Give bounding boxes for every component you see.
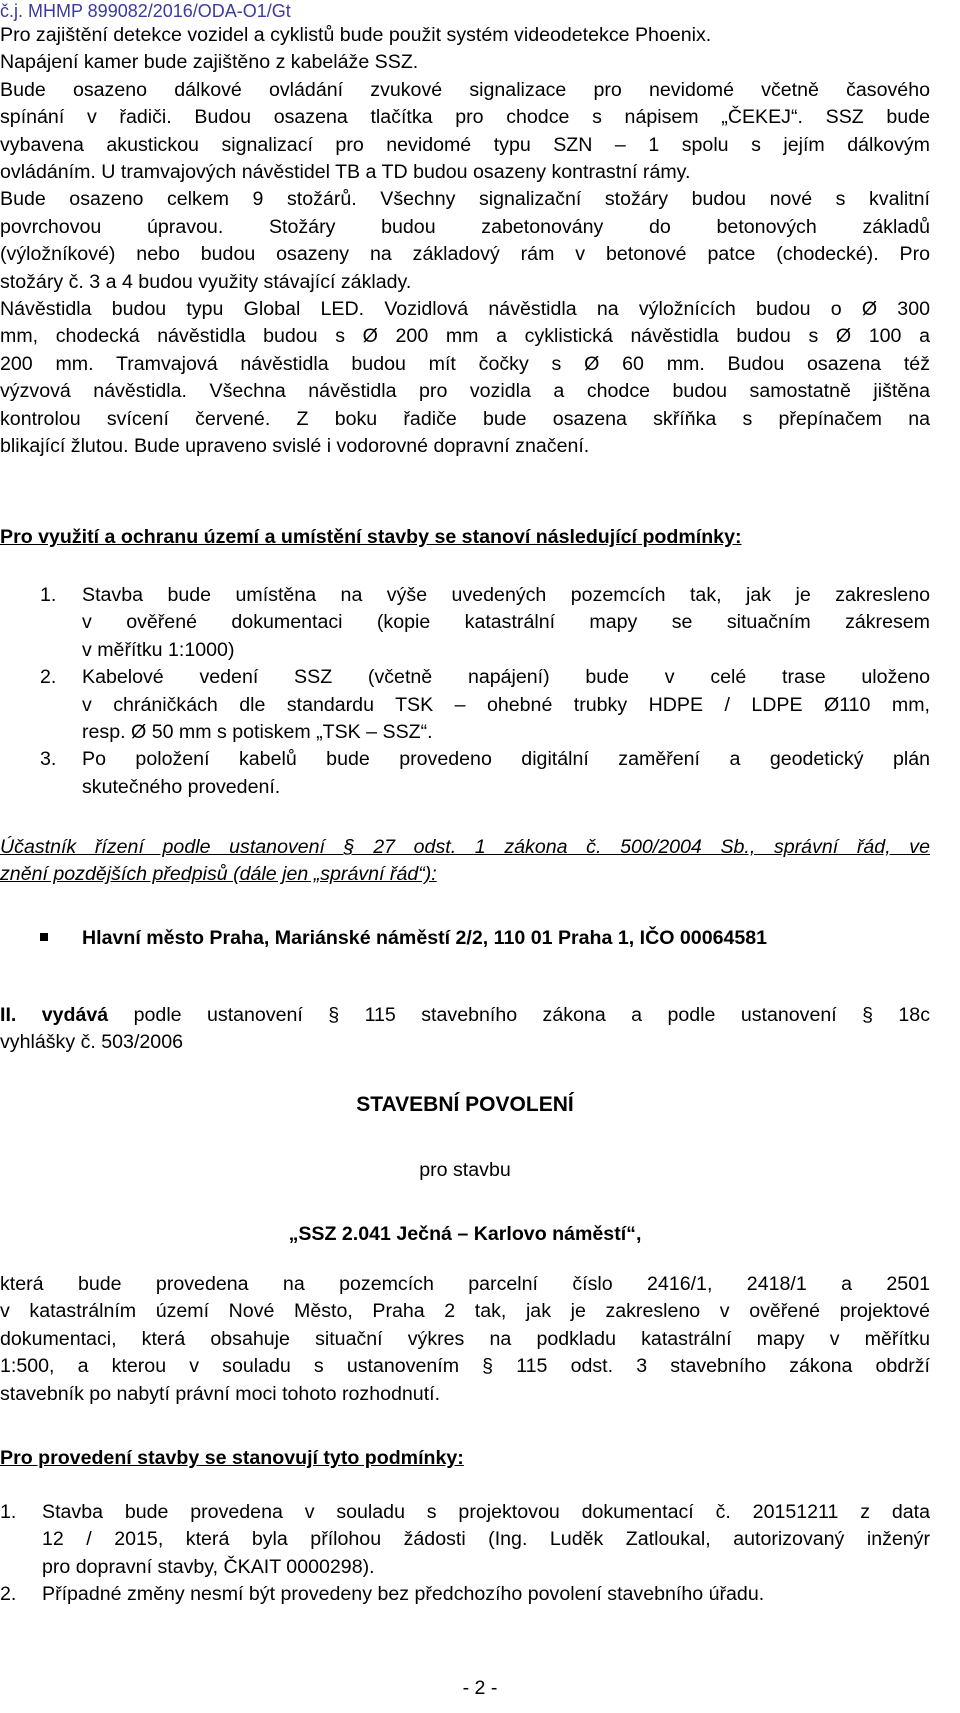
placement-conditions-list	[0, 582, 930, 801]
text-line: Stavba bude umístěna na výše uvedených pozemcích tak, jak je zakresleno	[82, 584, 930, 606]
construction-conditions-list	[0, 1499, 930, 1609]
list-item-number: 2.	[40, 666, 57, 689]
page-number: - 2 -	[462, 1677, 498, 1699]
list-item-text	[82, 746, 930, 801]
section-heading-construction-conditions: Pro provedení stavby se stanovují tyto podmínky:	[0, 1447, 464, 1469]
list-item	[0, 582, 930, 664]
text-line: v chráničkách dle standardu TSK – ohebné trubky HDPE / LDPE Ø110 mm,	[82, 693, 930, 716]
text-line: stožáry č. 3 a 4 budou využity stávající základy.	[0, 270, 412, 293]
text-line: Bude osazeno celkem 9 stožárů. Všechny signalizační stožáry budou nové s kvalitní	[0, 188, 930, 211]
issue-prefix: II. vydává	[0, 1004, 109, 1026]
text-line: Bude osazeno dálkové ovládání zvukové signalizace pro nevidomé včetně časového	[0, 78, 930, 101]
section-heading-placement-conditions: Pro využití a ochranu území a umístění stavby se stanoví následující podmínky:	[0, 526, 742, 548]
list-item-text	[42, 1499, 930, 1581]
text-line: stavebník po nabytí právní moci tohoto rozhodnutí.	[0, 1382, 441, 1405]
text-line: výzvová návěstidla. Všechna návěstidla pro vozidla a chodce budou samostatně jištěna	[0, 380, 930, 403]
list-item	[0, 664, 930, 746]
square-bullet-icon	[40, 933, 48, 941]
text-line: v měřítku 1:1000)	[82, 638, 235, 661]
text-line: Po položení kabelů bude provedeno digitální zaměření a geodetický plán	[82, 748, 930, 771]
text-line: (výložníkové) nebo budou osazeny na základový rám v betonové patce (chodecké). Pro	[0, 243, 930, 266]
list-item-number: 1.	[0, 1501, 17, 1523]
text-line	[0, 1002, 930, 1029]
list-item-text	[82, 664, 930, 746]
text-line: ovládáním. U tramvajových návěstidel TB a TD budou osazeny kontrastní rámy.	[0, 161, 691, 184]
list-item	[0, 1499, 930, 1581]
text-line: Napájení kamer bude zajištěno z kabeláže SSZ.	[0, 51, 419, 74]
text-line: vyhlášky č. 503/2006	[0, 1031, 183, 1054]
document-reference: č.j. MHMP 899082/2016/ODA-O1/Gt	[0, 1, 291, 21]
text-line: Kabelové vedení SSZ (včetně napájení) bude v celé trase uloženo	[82, 666, 930, 689]
text-line: spínání v řadiči. Budou osazena tlačítka pro chodce s nápisem „ČEKEJ“. SSZ bude	[0, 106, 930, 129]
participant-line: znění pozdějších předpisů (dále jen „správní řád“):	[0, 863, 437, 886]
paragraph-parcels	[0, 1271, 930, 1408]
text-line: 200 mm. Tramvajová návěstidla budou mít čočky s Ø 60 mm. Budou osazena též	[0, 352, 930, 375]
permit-subtitle: pro stavbu	[419, 1159, 511, 1181]
text-line: v ověřené dokumentaci (kopie katastrální mapy se situačním zákresem	[82, 611, 930, 634]
list-item	[0, 1581, 930, 1608]
participant-name: Hlavní město Praha, Mariánské náměstí 2/2, 110 01 Praha 1, IČO 00064581	[82, 927, 768, 949]
list-item-number: 2.	[0, 1583, 17, 1606]
text-line: Návěstidla budou typu Global LED. Vozidlová návěstidla na výložnících budou o Ø 300	[0, 298, 930, 321]
text-line: 1:500, a kterou v souladu s ustanovením § 115 odst. 3 stavebního zákona obdrží	[0, 1355, 930, 1378]
text-line: 12 / 2015, která byla přílohou žádosti (Ing. Luděk Zatloukal, autorizovaný inženýr	[42, 1528, 930, 1551]
text-line: Pro zajištění detekce vozidel a cyklistů bude použit systém videodetekce Phoenix.	[0, 24, 712, 46]
text-line: vybavena akustickou signalizací pro nevidomé typu SZN – 1 spolu s jejím dálkovým	[0, 133, 930, 156]
list-item-number: 3.	[40, 748, 57, 771]
text-line: která bude provedena na pozemcích parcelní číslo 2416/1, 2418/1 a 2501	[0, 1273, 930, 1295]
text-line: dokumentaci, která obsahuje situační výkres na podkladu katastrální mapy v měřítku	[0, 1327, 930, 1350]
issue-statement	[0, 1002, 930, 1057]
list-item-number: 1.	[40, 584, 57, 606]
permit-title: STAVEBNÍ POVOLENÍ	[356, 1093, 574, 1116]
text-line: Stavba bude provedena v souladu s projektovou dokumentací č. 20151211 z data	[42, 1501, 930, 1523]
participant-line: Účastník řízení podle ustanovení § 27 odst. 1 zákona č. 500/2004 Sb., správní řád, ve	[0, 836, 930, 858]
list-item	[0, 746, 930, 801]
text-line: v katastrálním území Nové Město, Praha 2 tak, jak je zakresleno v ověřené projektové	[0, 1300, 930, 1323]
text-line: pro dopravní stavby, ČKAIT 0000298).	[42, 1555, 375, 1578]
paragraph-technical-description	[0, 22, 930, 461]
text-line: povrchovou úpravou. Stožáry budou zabetonovány do betonových základů	[0, 215, 930, 238]
text-line: blikající žlutou. Bude upraveno svislé i vodorovné dopravní značení.	[0, 435, 590, 458]
text-line: kontrolou svícení červené. Z boku řadiče bude osazena skříňka s přepínačem na	[0, 407, 930, 430]
issue-text: podle ustanovení § 115 stavebního zákona a podle ustanovení § 18c	[108, 1004, 931, 1026]
list-item-text	[42, 1581, 930, 1608]
participant-paragraph	[0, 834, 930, 889]
text-line: Případné změny nesmí být provedeny bez předchozího povolení stavebního úřadu.	[42, 1583, 765, 1606]
list-item-text	[82, 582, 930, 664]
permit-project-name: „SSZ 2.041 Ječná – Karlovo náměstí“,	[288, 1223, 642, 1245]
text-line: mm, chodecká návěstidla budou s Ø 200 mm a cyklistická návěstidla budou s Ø 100 a	[0, 325, 930, 348]
text-line: resp. Ø 50 mm s potiskem „TSK – SSZ“.	[82, 721, 433, 744]
text-line: skutečného provedení.	[82, 775, 281, 798]
